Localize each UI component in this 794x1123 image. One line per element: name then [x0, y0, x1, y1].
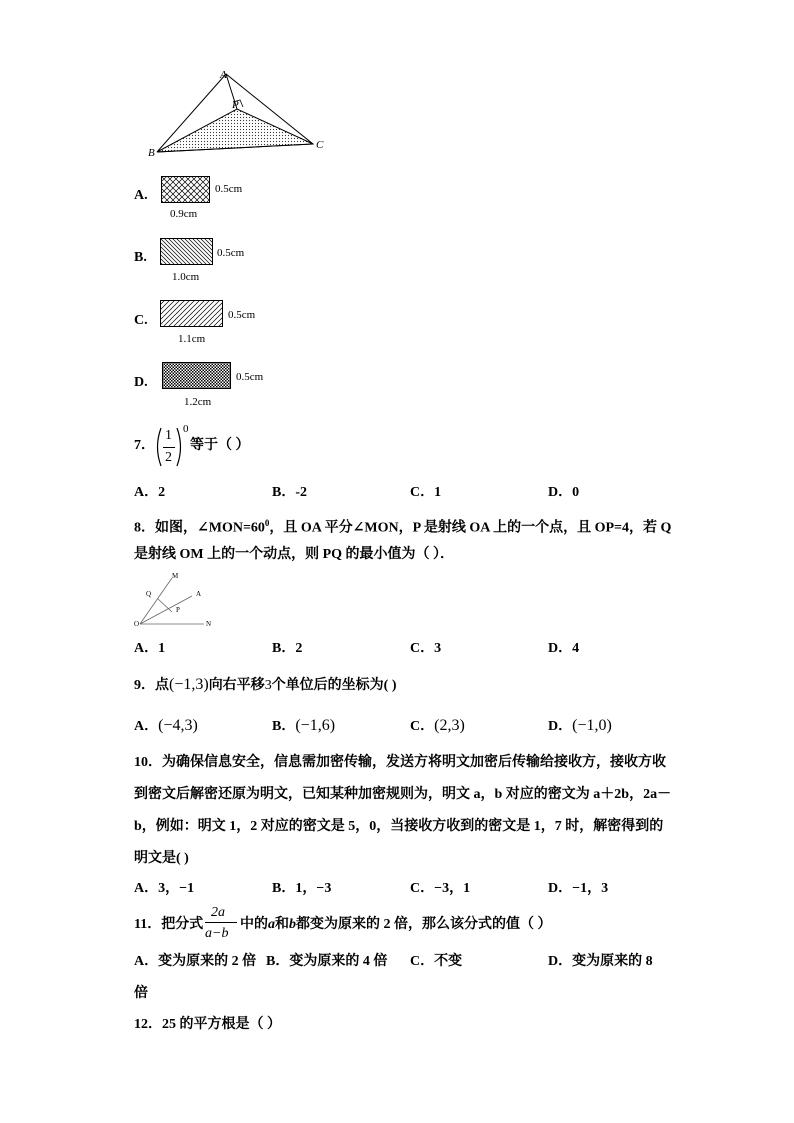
q12-text: 12．25 的平方根是（ ）: [134, 1017, 281, 1032]
q9-mid: 向右平移: [208, 678, 265, 693]
q9-option-c-letter: C．: [410, 719, 435, 734]
q9-option-b-letter: B．: [272, 719, 296, 734]
label-a: A: [220, 69, 227, 81]
q10-line-3: b，例如：明文 1，2 对应的密文是 5，0，当接收方收到的密文是 1，7 时，解密得到的: [134, 819, 664, 834]
q6-option-c-height: 0.5cm: [228, 309, 256, 321]
q11-option-b: B．变为原来的 4 倍: [266, 954, 388, 969]
q6-option-a-label: A.: [134, 188, 148, 203]
q9-option-a-letter: A．: [134, 719, 159, 734]
q11-option-a: A．变为原来的 2 倍: [134, 954, 257, 969]
label-b: B: [148, 147, 155, 159]
q8-option-b: B．2: [272, 641, 303, 656]
q9-option-b-value: (−1,6): [295, 717, 336, 734]
q8-line-1-b: ，且 OA 平分∠MON，P 是射线 OA 上的一个点，且 OP=4，若 Q: [269, 520, 672, 536]
label-p: P: [232, 99, 239, 111]
q7-fraction-bar: [163, 447, 175, 448]
q10-option-d: D．−1，3: [548, 881, 609, 896]
q11-var-a: a: [268, 917, 275, 932]
q6-option-a-height: 0.5cm: [215, 183, 243, 195]
q6-option-d-label: D.: [134, 375, 148, 390]
q8-option-c: C．3: [410, 641, 442, 656]
q11-prefix: 11．把分式: [134, 917, 204, 932]
label-o: O: [134, 620, 140, 628]
segment-pq: [158, 599, 172, 612]
q7-base-denominator: 2: [165, 450, 172, 465]
q7-option-b: B．-2: [272, 485, 307, 500]
q8-degree-sup: 0: [264, 518, 270, 528]
q6-option-c-width: 1.1cm: [178, 333, 206, 345]
q9-stem: [134, 676, 397, 695]
q10-line-2: 到密文后解密还原为明文，已知某种加密规则为，明文 a，b 对应的密文为 a＋2b，2a－: [134, 787, 672, 802]
q11-option-c: C．不变: [410, 954, 463, 969]
q9-option-a-value: (−4,3): [158, 717, 198, 734]
q9-prefix: 9．点: [134, 678, 169, 693]
q11-option-d-wrap: 倍: [134, 986, 148, 1001]
q9-suffix: 个单位后的坐标为( ): [271, 678, 397, 693]
q7-option-d: D．0: [548, 485, 580, 500]
q9-option-d-value: (−1,0): [572, 717, 612, 734]
q11-suffix-b: 和: [275, 917, 289, 932]
q11-suffix-a: 中的: [240, 917, 268, 932]
q6-option-c-label: C.: [134, 313, 148, 328]
q7-exponent: 0: [183, 423, 189, 435]
q11-stem-tail: [240, 916, 552, 934]
q6-option-c-rect: [160, 300, 224, 328]
q11-denominator: a−b: [205, 926, 229, 941]
q11-var-b: b: [289, 917, 296, 932]
ray-om: [140, 578, 172, 624]
q11-option-d: D．变为原来的 8: [548, 954, 653, 969]
q10-line-1: 10．为确保信息安全，信息需加密传输，发送方将明文加密后传输给接收方，接收方收: [134, 755, 666, 770]
q10-line-4: 明文是( ): [134, 851, 189, 866]
q6-option-b-rect: [160, 238, 214, 266]
label-c: C: [316, 139, 324, 151]
q7-number: 7．: [134, 438, 155, 453]
q6-option-d-height: 0.5cm: [236, 371, 264, 383]
q9-option-b: [272, 717, 335, 736]
q6-option-b-height: 0.5cm: [217, 247, 245, 259]
q11-numerator: 2a: [211, 905, 225, 920]
q9-point: (−1,3): [169, 676, 209, 693]
label-n: N: [206, 620, 212, 628]
q8-option-a: A．1: [134, 641, 166, 656]
q6-option-b-label: B.: [134, 250, 147, 265]
q9-option-d-letter: D．: [548, 719, 573, 734]
q8-line-2: 是射线 OM 上的一个动点，则 PQ 的最小值为（ ）．: [134, 547, 455, 562]
q9-option-c: [410, 717, 465, 736]
q11-fraction-bar: [205, 922, 237, 923]
label-p-point: P: [176, 606, 180, 614]
q7-paren-left: [154, 427, 162, 467]
q9-option-d: [548, 717, 612, 736]
q6-option-d-width: 1.2cm: [184, 396, 212, 408]
angle-figure: [136, 572, 226, 628]
q7-base-numerator: 1: [165, 428, 172, 443]
q8-option-d: D．4: [548, 641, 580, 656]
q7-option-c: C．1: [410, 485, 442, 500]
triangle-figure: [140, 62, 340, 162]
q7-option-a: A．2: [134, 485, 166, 500]
q10-option-c: C．−3，1: [410, 881, 471, 896]
q9-option-a: [134, 717, 198, 736]
q10-option-a: A．3，−1: [134, 881, 195, 896]
q6-option-d-rect: [162, 362, 232, 390]
ray-oa: [140, 596, 192, 624]
label-q: Q: [146, 590, 152, 598]
q6-option-b-width: 1.0cm: [172, 271, 200, 283]
q8-line-1-a: 8．如图，∠MON=60: [134, 520, 265, 536]
q6-option-a-rect: [161, 176, 211, 204]
q11-suffix-c: 都变为原来的 2 倍，那么该分式的值（ ）: [296, 917, 552, 932]
q7-tail: 等于（ ）: [190, 438, 250, 453]
label-m: M: [172, 572, 179, 580]
q9-option-c-value: (2,3): [434, 717, 465, 734]
label-a-ray: A: [196, 590, 202, 598]
q6-option-a-width: 0.9cm: [170, 208, 198, 220]
q10-option-b: B．1，−3: [272, 881, 332, 896]
q9-num: 3: [264, 678, 272, 693]
q8-line-1: [134, 514, 671, 538]
